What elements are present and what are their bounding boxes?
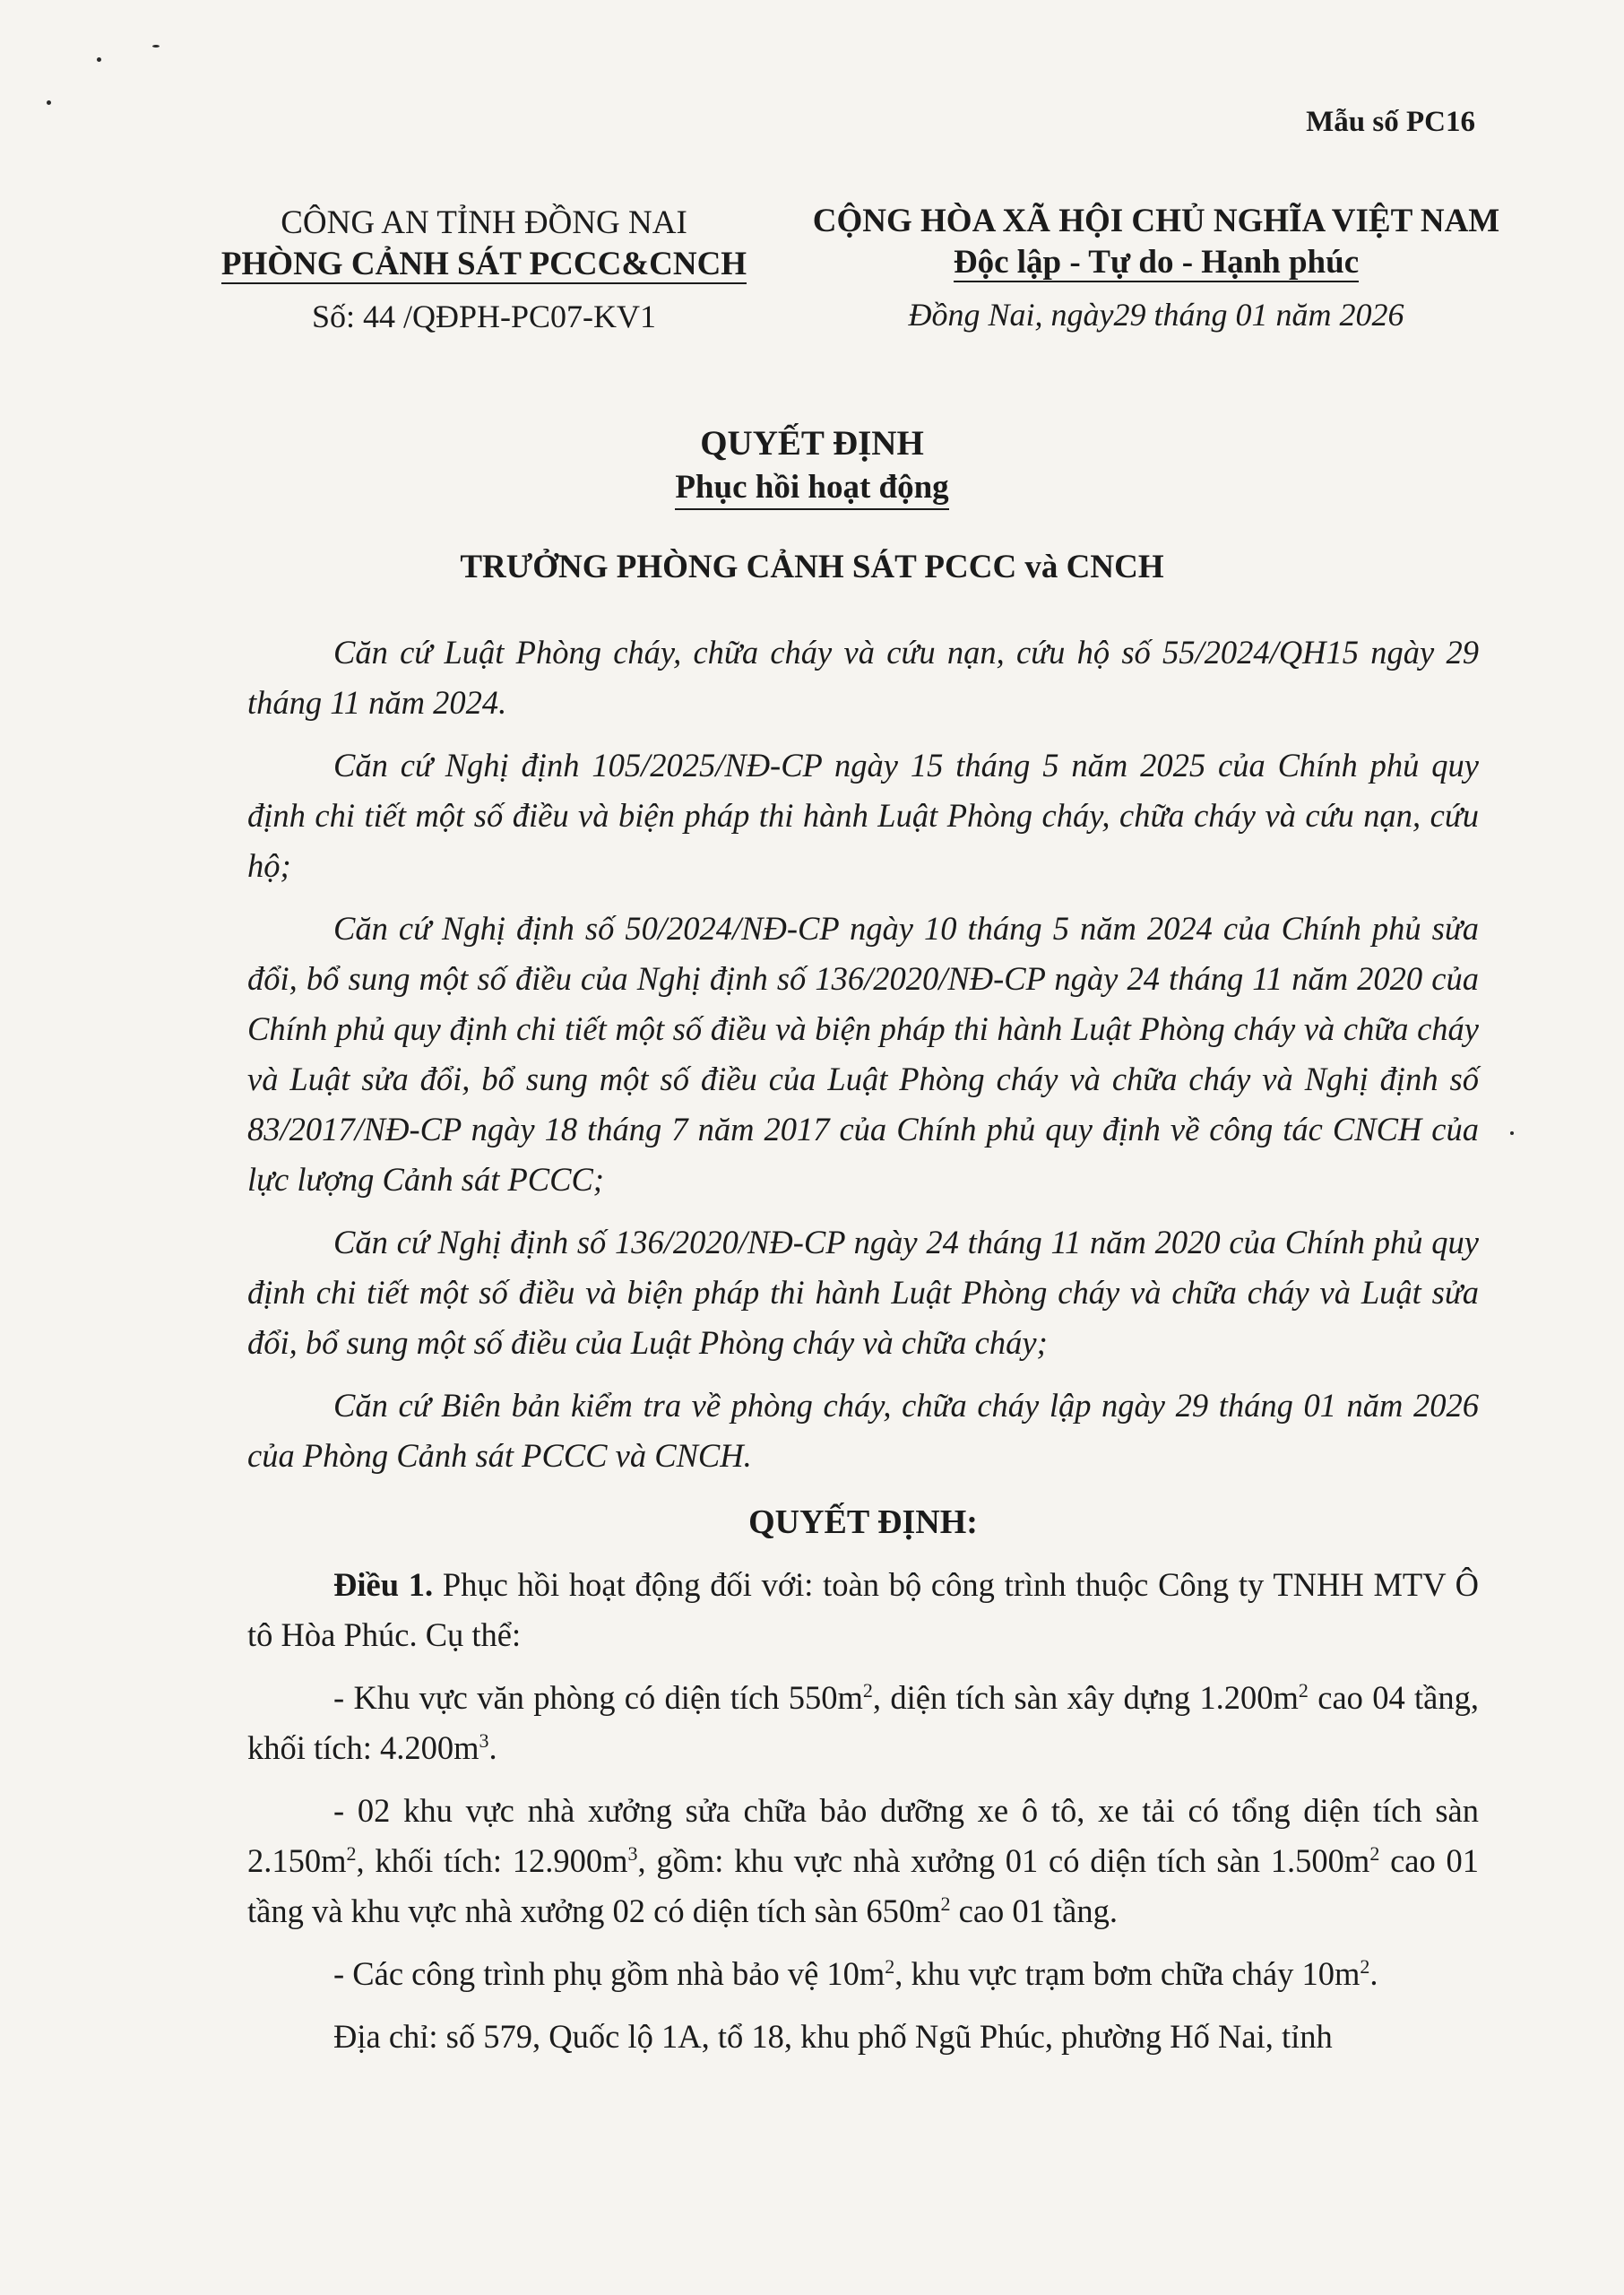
article-1 <box>247 1560 1479 1660</box>
national-header <box>780 201 1533 335</box>
agency-line-1: CÔNG AN TỈNH ĐỒNG NAI <box>281 204 687 241</box>
agency-line-2: PHÒNG CẢNH SÁT PCCC&CNCH <box>220 246 747 282</box>
legal-basis-4: Căn cứ Nghị định số 136/2020/NĐ-CP ngày 24 tháng 11 năm 2020 của Chính phủ quy định chi tiết một số điều và biện pháp thi hành Luật Phòng cháy và chữa cháy và Luật sửa đổi, bổ sung một số điều của Luật Phòng cháy và chữa cháy; <box>247 1224 1479 1361</box>
scan-speck <box>152 45 160 48</box>
item-workshops: - 02 khu vực nhà xưởng sửa chữa bảo dưỡng xe ô tô, xe tải có tổng diện tích sàn $2.150m^2$, khối tích: $12.900m^3$, gồm: khu vực nhà xưởng 01 có diện tích sàn $1.500m^2$ cao 01 tầng và khu vực nhà xưởng 02 có diện tích sàn $650m^2$ cao 01 tầng. <box>247 1792 1479 1929</box>
document-body <box>247 628 1479 2074</box>
address-line: Địa chỉ: số 579, Quốc lộ 1A, tổ 18, khu phố Ngũ Phúc, phường Hố Nai, tỉnh <box>333 2018 1333 2055</box>
national-motto: Độc lập - Tự do - Hạnh phúc <box>953 244 1360 281</box>
document-title-block <box>0 421 1624 586</box>
scan-speck <box>47 100 51 105</box>
document-number: Số: 44 /QĐPH-PC07-KV1 <box>311 299 657 334</box>
item-auxiliary-works: - Các công trình phụ gồm nhà bảo vệ $10m^2$, khu vực trạm bơm chữa cháy $10m^2$. <box>333 1954 1378 1992</box>
document-subtitle: Phục hồi hoạt động <box>0 466 1624 510</box>
legal-basis-3: Căn cứ Nghị định số 50/2024/NĐ-CP ngày 10 tháng 5 năm 2024 của Chính phủ sửa đổi, bổ sung một số điều của Nghị định số 136/2020/NĐ-CP ngày 24 tháng 11 năm 2020 của Chính phủ quy định chi tiết một số điều và biện pháp thi hành Luật Phòng cháy và chữa cháy và Luật sửa đổi, bổ sung một số điều của Luật Phòng cháy và chữa cháy và Nghị định số 83/2017/NĐ-CP ngày 18 tháng 7 năm 2017 của Chính phủ quy định về công tác CNCH của lực lượng Cảnh sát PCCC; <box>247 910 1479 1198</box>
document-title: QUYẾT ĐỊNH <box>700 424 924 463</box>
scan-speck <box>1510 1131 1514 1135</box>
legal-basis-5: Căn cứ Biên bản kiểm tra về phòng cháy, chữa cháy lập ngày 29 tháng 01 năm 2026 của Phòng Cảnh sát PCCC và CNCH. <box>247 1387 1479 1474</box>
decision-heading: QUYẾT ĐỊNH: <box>748 1503 978 1541</box>
article-1-text: Phục hồi hoạt động đối với: toàn bộ công trình thuộc Công ty TNHH MTV Ô tô Hòa Phúc. Cụ thể: <box>247 1566 1479 1653</box>
legal-basis-1: Căn cứ Luật Phòng cháy, chữa cháy và cứu nạn, cứu hộ số 55/2024/QH15 ngày 29 tháng 11 năm 2024. <box>247 634 1479 721</box>
nation-name: CỘNG HÒA XÃ HỘI CHỦ NGHĨA VIỆT NAM <box>812 203 1500 239</box>
item-office-area: - Khu vực văn phòng có diện tích $550m^2$, diện tích sàn xây dựng $1.200m^2$ cao 04 tầng, khối tích: $4.200m^3$. <box>247 1678 1479 1766</box>
scan-speck <box>97 57 101 62</box>
form-number: Mẫu số PC16 <box>1306 106 1475 138</box>
place-date-line: Đồng Nai, ngày29 tháng 01 năm 2026 <box>908 297 1404 333</box>
legal-basis-2: Căn cứ Nghị định 105/2025/NĐ-CP ngày 15 tháng 5 năm 2025 của Chính phủ quy định chi tiết một số điều và biện pháp thi hành Luật Phòng cháy, chữa cháy và cứu nạn, cứu hộ; <box>247 747 1479 884</box>
issuing-authority: TRƯỞNG PHÒNG CẢNH SÁT PCCC và CNCH <box>460 549 1164 585</box>
article-1-label: Điều 1. <box>333 1566 434 1603</box>
issuing-agency-header <box>170 203 798 337</box>
